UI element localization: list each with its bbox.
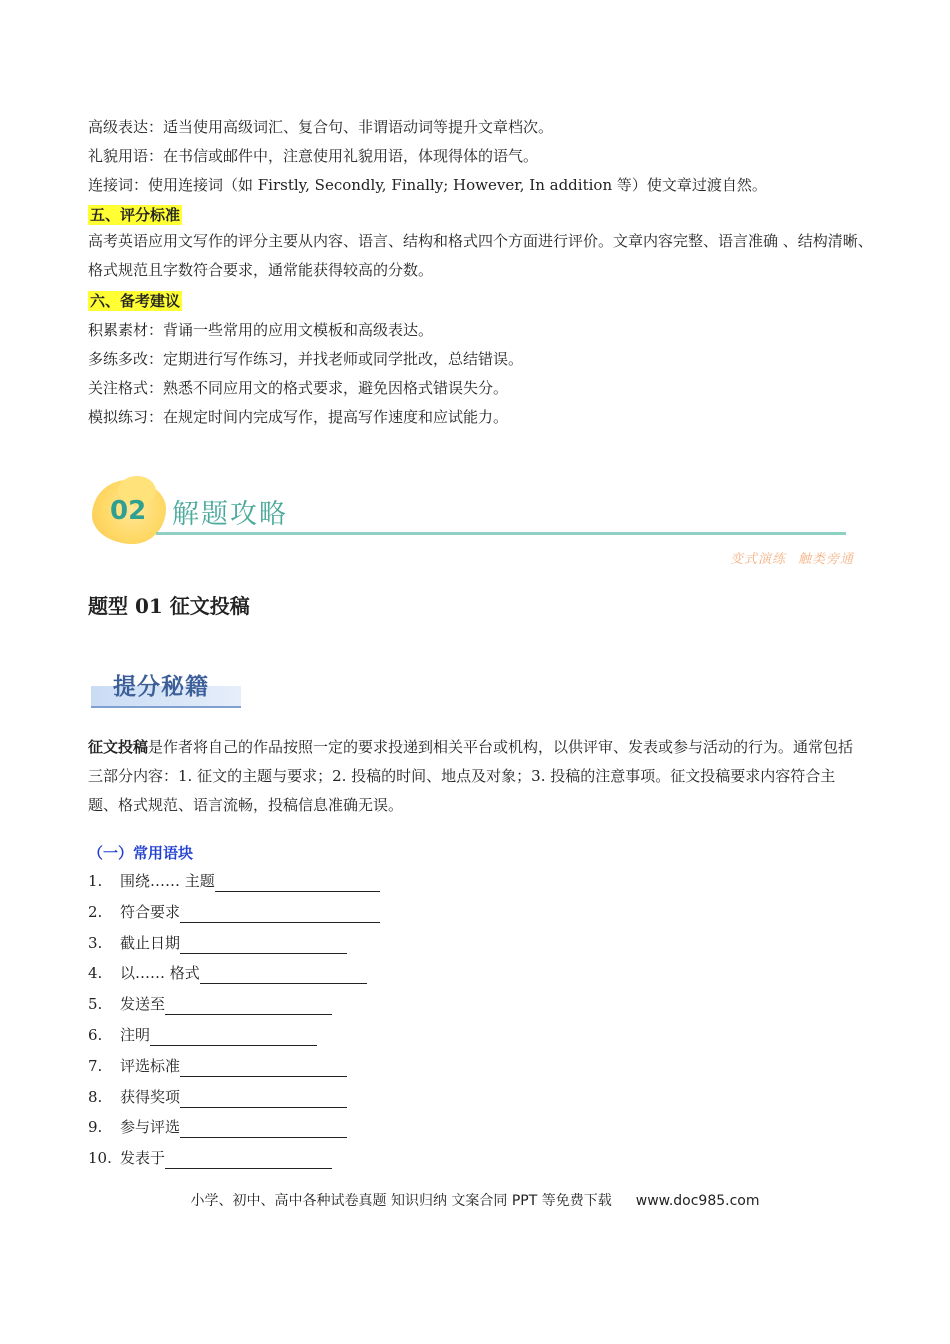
- section6-item: 积累素材：背诵一些常用的应用文模板和高级表达。: [88, 321, 434, 339]
- section5-body: 高考英语应用文写作的评分主要从内容、语言、结构和格式四个方面进行评价。文章内容完整、语言准确 、结构清晰、格式规范且字数符合要求，通常能获得较高的分数。: [88, 232, 873, 279]
- answer-blank[interactable]: [180, 906, 380, 923]
- banner-subtitle: [718, 548, 854, 567]
- text-line-advanced-expression: 高级表达：适当使用高级词汇、复合句、非谓语动词等提升文章档次。: [88, 118, 554, 136]
- footer-url-link[interactable]: www.doc985.com: [635, 1193, 760, 1209]
- section5-heading: [88, 205, 182, 225]
- list-item: 9. 参与评选: [88, 1116, 380, 1147]
- section6-item: 模拟练习：在规定时间内完成写作，提高写作速度和应试能力。: [88, 408, 509, 426]
- phrases-heading: （一）常用语块: [88, 844, 194, 862]
- section-banner: [88, 468, 868, 578]
- phrase-list: [88, 870, 380, 1178]
- banner-number: 02: [110, 496, 147, 526]
- section5-heading-text: 五、评分标准: [90, 206, 181, 224]
- text-line-connectors: 连接词：使用连接词（如 Firstly, Secondly, Finally; However, In addition 等）使文章过渡自然。: [88, 176, 767, 194]
- list-item: 5. 发送至: [88, 993, 380, 1024]
- intro-term: 征文投稿: [88, 738, 149, 756]
- list-item: 7. 评选标准: [88, 1055, 380, 1086]
- intro-body: 是作者将自己的作品按照一定的要求投递到相关平台或机构，以供评审、发表或参与活动的行为。通常包括三部分内容：1. 征文的主题与要求；2. 投稿的时间、地点及对象；3. 投稿的注意事项。征文投稿要求内容符合主题、格式规范、语言流畅，投稿信息准确无误。: [88, 738, 854, 814]
- intro-paragraph: [88, 733, 858, 820]
- answer-blank[interactable]: [180, 1060, 347, 1077]
- section6-item: 多练多改：定期进行写作练习，并找老师或同学批改，总结错误。: [88, 350, 524, 368]
- banner-subtitle-1: 变式演练: [729, 552, 786, 567]
- answer-blank[interactable]: [180, 1091, 347, 1108]
- answer-blank[interactable]: [165, 1152, 332, 1169]
- answer-blank[interactable]: [180, 937, 347, 954]
- banner-title: 解题攻略: [172, 499, 288, 530]
- banner-rule: [156, 532, 846, 535]
- list-item: 10. 发表于: [88, 1147, 380, 1178]
- question-type-title: 题型 01 征文投稿: [88, 594, 250, 618]
- banner-subtitle-2: 触类旁通: [797, 552, 854, 567]
- list-item: 1. 围绕…… 主题: [88, 870, 380, 901]
- list-item: 6. 注明: [88, 1024, 380, 1055]
- footer-text: 小学、初中、高中各种试卷真题 知识归纳 文案合同 PPT 等免费下载: [190, 1193, 612, 1209]
- list-item: 3. 截止日期: [88, 932, 380, 963]
- page-footer: [0, 1190, 950, 1210]
- list-item: 8. 获得奖项: [88, 1086, 380, 1117]
- tip-badge-underline: [91, 706, 241, 708]
- tip-badge-text: 提分秘籍: [113, 674, 209, 700]
- answer-blank[interactable]: [215, 875, 380, 892]
- answer-blank[interactable]: [200, 967, 367, 984]
- text-line-polite-language: 礼貌用语：在书信或邮件中，注意使用礼貌用语，体现得体的语气。: [88, 147, 539, 165]
- answer-blank[interactable]: [165, 998, 332, 1015]
- tip-badge: [91, 664, 241, 710]
- answer-blank[interactable]: [180, 1121, 347, 1138]
- section6-heading-text: 六、备考建议: [90, 292, 181, 310]
- section6-item: 关注格式：熟悉不同应用文的格式要求，避免因格式错误失分。: [88, 379, 509, 397]
- section6-heading: [88, 291, 182, 311]
- answer-blank[interactable]: [150, 1029, 317, 1046]
- list-item: 2. 符合要求: [88, 901, 380, 932]
- list-item: 4. 以…… 格式: [88, 962, 380, 993]
